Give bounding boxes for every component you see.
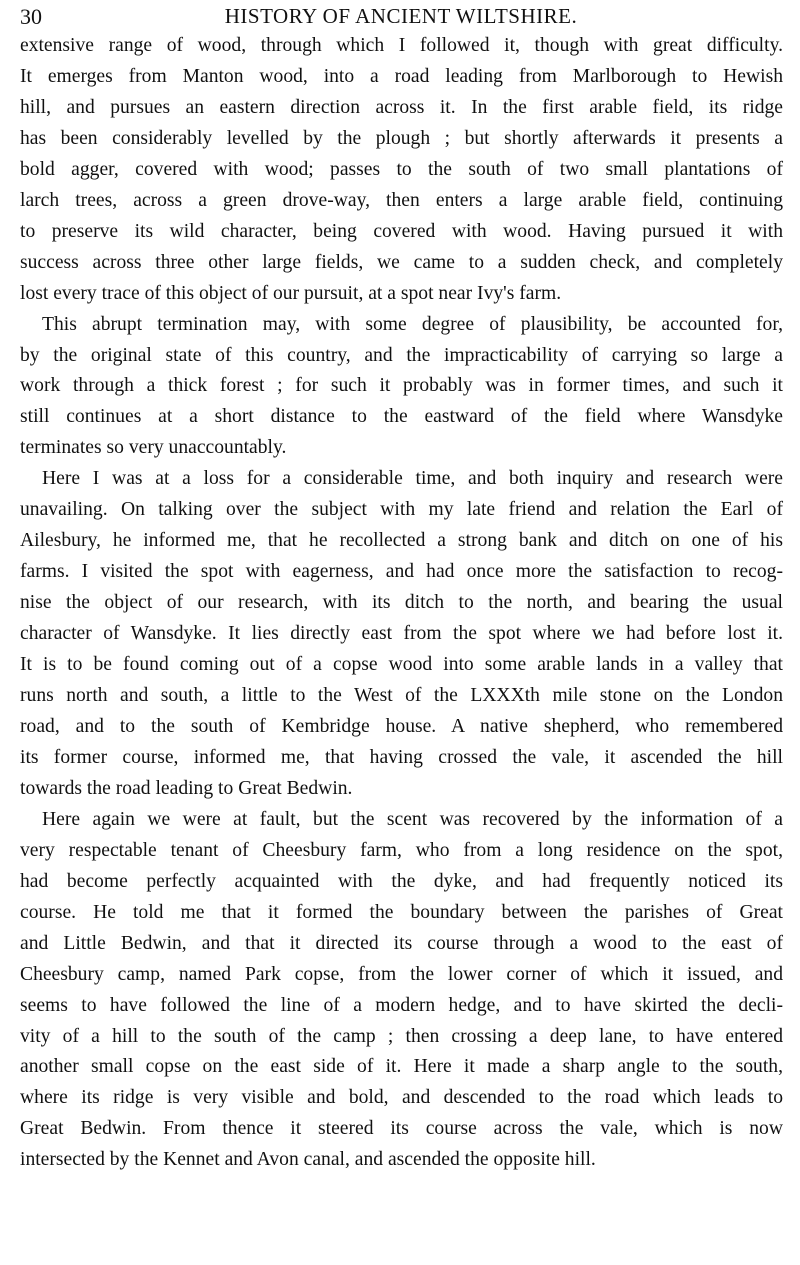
text-line: Here again we were at fault, but the scent was recovered by the information of a xyxy=(42,808,783,830)
text-line: bold agger, covered with wood; passes to the south of two small plantations of xyxy=(20,158,783,180)
page-number: 30 xyxy=(20,4,42,29)
text-line: success across three other large fields, we came to a sudden check, and completely xyxy=(20,251,783,273)
text-line: where its ridge is very visible and bold, and descended to the road which leads to xyxy=(20,1087,783,1109)
text-line: its former course, informed me, that having crossed the vale, it ascended the hill xyxy=(20,746,783,768)
text-line: Ailesbury, he informed me, that he recollected a strong bank and ditch on one of his xyxy=(20,530,783,552)
text-line: unavailing. On talking over the subject with my late friend and relation the Earl of xyxy=(20,499,783,521)
text-line: It is to be found coming out of a copse wood into some arable lands in a valley that xyxy=(20,654,783,676)
text-line: hill, and pursues an eastern direction across it. In the first arable field, its ridge xyxy=(20,96,783,118)
paragraph xyxy=(20,31,783,310)
text-line: and Little Bedwin, and that it directed its course through a wood to the east of xyxy=(20,932,783,954)
page-header xyxy=(20,4,782,34)
text-line: Here I was at a loss for a considerable time, and both inquiry and research were xyxy=(42,468,783,490)
running-title: HISTORY OF ANCIENT WILTSHIRE. xyxy=(224,4,578,28)
text-line: It emerges from Manton wood, into a road leading from Marlborough to Hewish xyxy=(20,65,783,87)
text-line: lost every trace of this object of our pursuit, at a spot near Ivy's farm. xyxy=(20,282,562,304)
text-line: work through a thick forest ; for such it probably was in former times, and such it xyxy=(20,375,783,397)
paragraph xyxy=(20,310,783,465)
text-line: towards the road leading to Great Bedwin. xyxy=(20,777,353,799)
page-body xyxy=(20,31,783,1176)
text-line: intersected by the Kennet and Avon canal, and ascended the opposite hill. xyxy=(20,1149,596,1171)
text-line: Great Bedwin. From thence it steered its course across the vale, which is now xyxy=(20,1118,783,1140)
text-line: farms. I visited the spot with eagerness, and had once more the satisfaction to recog- xyxy=(20,561,783,583)
text-line: very respectable tenant of Cheesbury farm, who from a long residence on the spot, xyxy=(20,839,783,861)
text-line: Cheesbury camp, named Park copse, from the lower corner of which it issued, and xyxy=(20,963,783,985)
text-line: road, and to the south of Kembridge house. A native shepherd, who remembered xyxy=(20,715,783,737)
text-line: larch trees, across a green drove-way, then enters a large arable field, continuing xyxy=(20,189,783,211)
text-line: to preserve its wild character, being covered with wood. Having pursued it with xyxy=(20,220,783,242)
text-line: character of Wansdyke. It lies directly east from the spot where we had before lost it. xyxy=(20,623,783,645)
text-line: nise the object of our research, with its ditch to the north, and bearing the usual xyxy=(20,592,783,614)
text-line: still continues at a short distance to the eastward of the field where Wansdyke xyxy=(20,406,783,428)
text-line: vity of a hill to the south of the camp ; then crossing a deep lane, to have entered xyxy=(20,1025,783,1047)
paragraph xyxy=(20,464,783,804)
text-line: This abrupt termination may, with some degree of plausibility, be accounted for, xyxy=(42,313,783,335)
text-line: another small copse on the east side of it. Here it made a sharp angle to the south, xyxy=(20,1056,783,1078)
text-line: had become perfectly acquainted with the dyke, and had frequently noticed its xyxy=(20,870,783,892)
text-line: runs north and south, a little to the West of the LXXXth mile stone on the London xyxy=(20,685,783,707)
text-line: course. He told me that it formed the boundary between the parishes of Great xyxy=(20,901,783,923)
text-line: extensive range of wood, through which I followed it, though with great difficulty. xyxy=(20,35,783,56)
text-line: has been considerably levelled by the plough ; but shortly afterwards it presents a xyxy=(20,127,783,149)
paragraph xyxy=(20,805,783,1176)
text-line: by the original state of this country, and the impracticability of carrying so large a xyxy=(20,344,783,366)
text-line: terminates so very unaccountably. xyxy=(20,437,287,459)
text-line: seems to have followed the line of a modern hedge, and to have skirted the decli- xyxy=(20,994,783,1016)
